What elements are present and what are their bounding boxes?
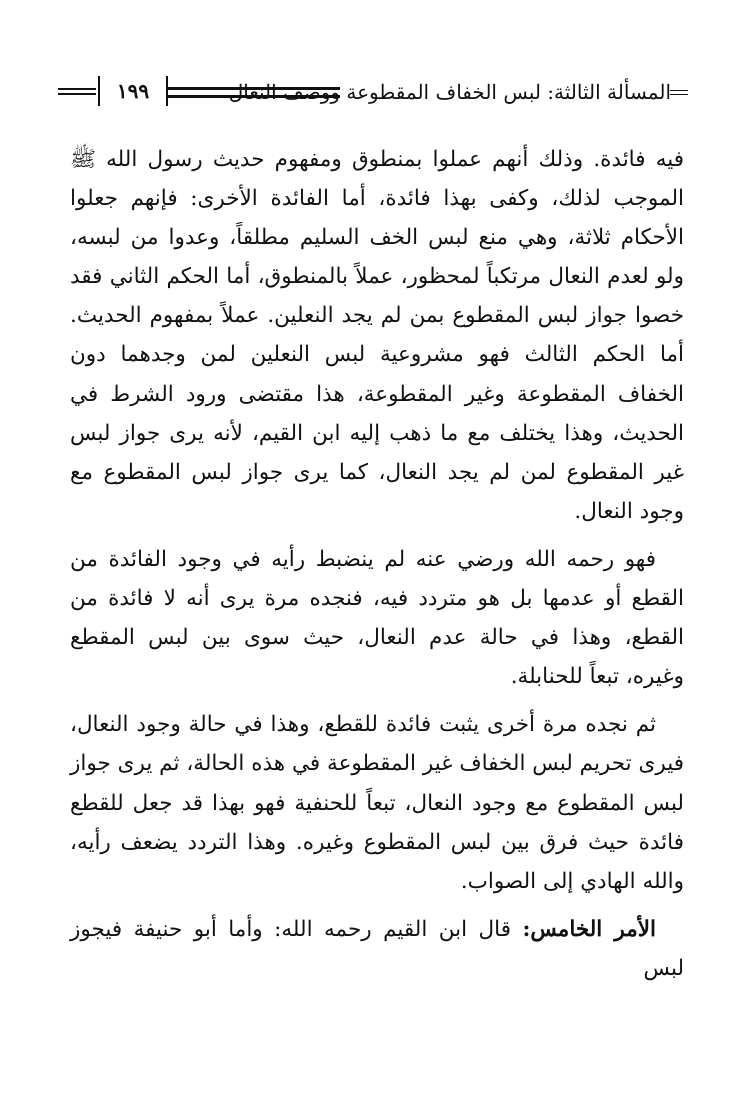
paragraph-4 xyxy=(70,910,684,988)
paragraph-2: فهو رحمه الله ورضي عنه لم ينضبط رأيه في وجود الفائدة من القطع أو عدمها بل هو متردد فيه، فنجده مرة يرى أنه لا فائدة من القطع، وهذا في حالة عدم النعال، حيث سوى بين لبس المقطع وغيره، تبعاً للحنابلة. xyxy=(70,546,684,690)
header-rule-end xyxy=(670,90,688,95)
header-rule-left xyxy=(58,88,96,95)
page-body xyxy=(70,140,684,988)
paragraph-4-text: قال ابن القيم رحمه الله: وأما أبو حنيفة فيجوز لبس xyxy=(70,916,684,981)
paragraph-3: ثم نجده مرة أخرى يثبت فائدة للقطع، وهذا في حالة وجود النعال، فيرى تحريم لبس الخفاف غير المقطوعة في هذه الحالة، ثم يرى جواز لبس المقطوع مع وجود النعال، تبعاً للحنفية فهو بهذا قد جعل للقطع فائدة حيث فرق بين لبس المقطوع وغيره. وهذا التردد يضعف رأيه، والله الهادي إلى الصواب. xyxy=(70,712,684,894)
paragraph-1: فيه فائدة. وذلك أنهم عملوا بمنطوق ومفهوم حديث رسول الله ﷺ الموجب لذلك، وكفى بهذا فائدة، أما الفائدة الأخرى: فإنهم جعلوا الأحكام ثلاثة، وهي منع لبس الخف السليم مطلقاً، وعدوا من لبسه، ولو لعدم النعال مرتكباً لمحظور، عملاً بالمنطوق، أما الحكم الثاني فقد خصوا جواز لبس المقطوع بمن لم يجد النعلين. عملاً بمفهوم الحديث. أما الحكم الثالث فهو مشروعية لبس النعلين لمن وجدهما دون الخفاف المقطوعة وغير المقطوعة، هذا مقتضى ورود الشرط في الحديث، وهذا يختلف مع ما ذهب إليه ابن القيم، لأنه يرى جواز لبس غير المقطوع لمن لم يجد النعال، كما يرى جواز لبس المقطوع مع وجود النعال. xyxy=(70,147,684,524)
chapter-title: المسألة الثالثة: لبس الخفاف المقطوعة ووصف النعال xyxy=(228,80,671,104)
header-rule-connector xyxy=(168,87,218,98)
section-label: الأمر الخامس: xyxy=(522,916,656,942)
page-number: ١٩٩ xyxy=(98,76,168,106)
page-header xyxy=(58,76,688,110)
